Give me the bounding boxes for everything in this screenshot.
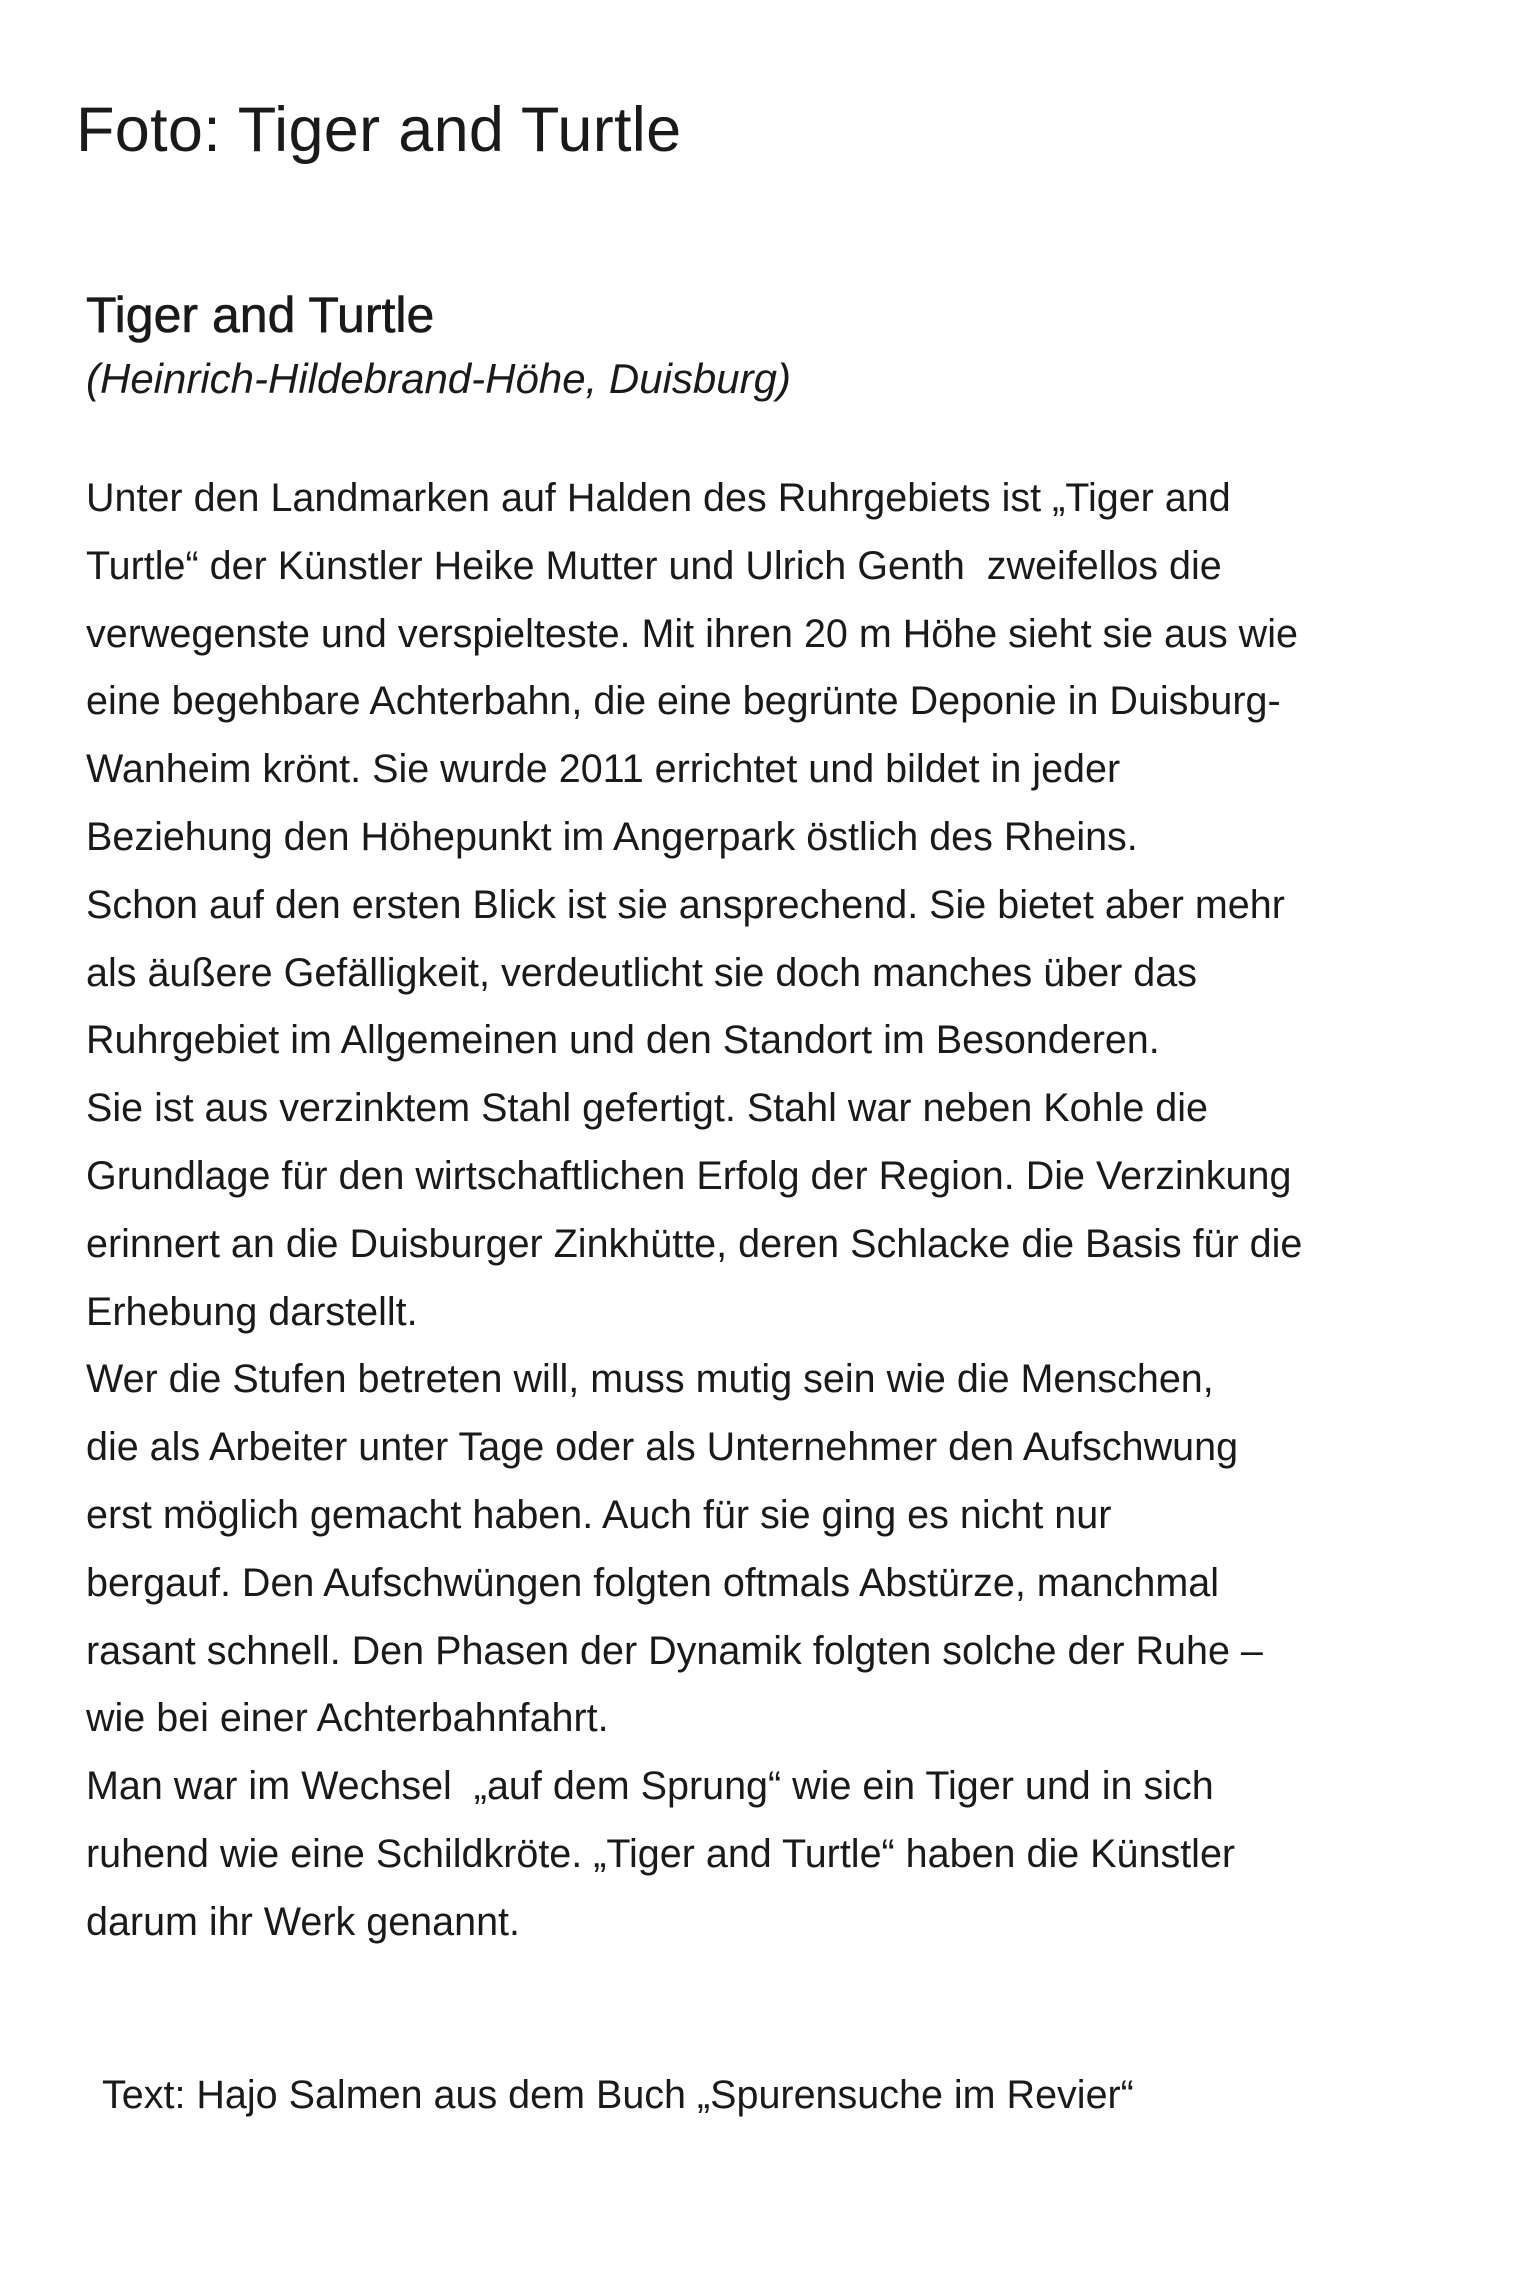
body-line: als äußere Gefälligkeit, verdeutlicht sie doch manches über das: [86, 950, 1197, 995]
body-line: Wer die Stufen betreten will, muss mutig sein wie die Menschen,: [86, 1357, 1214, 1402]
body-line: Schon auf den ersten Blick ist sie ansprechend. Sie bietet aber mehr: [86, 882, 1285, 927]
article-subtitle: (Heinrich-Hildebrand-Höhe, Duisburg): [86, 355, 791, 402]
article-body: [86, 465, 1466, 1957]
body-line: Beziehung den Höhepunkt im Angerpark östlich des Rheins.: [86, 814, 1138, 859]
body-line: erst möglich gemacht haben. Auch für sie ging es nicht nur: [86, 1492, 1112, 1537]
body-line: rasant schnell. Den Phasen der Dynamik folgten solche der Ruhe –: [86, 1628, 1263, 1673]
body-line: verwegenste und verspielteste. Mit ihren 20 m Höhe sieht sie aus wie: [86, 611, 1298, 656]
body-line: eine begehbare Achterbahn, die eine begrünte Deponie in Duisburg-: [86, 679, 1281, 724]
text-credit: Text: Hajo Salmen aus dem Buch „Spurensuche im Revier“: [102, 2073, 1134, 2117]
body-line: Wanheim krönt. Sie wurde 2011 errichtet und bildet in jeder: [86, 747, 1121, 792]
body-line: Ruhrgebiet im Allgemeinen und den Standort im Besonderen.: [86, 1018, 1160, 1063]
body-line: bergauf. Den Aufschwüngen folgten oftmals Abstürze, manchmal: [86, 1560, 1219, 1605]
body-line: ruhend wie eine Schildkröte. „Tiger and Turtle“ haben die Künstler: [86, 1831, 1236, 1876]
body-line: Sie ist aus verzinktem Stahl gefertigt. Stahl war neben Kohle die: [86, 1086, 1208, 1131]
body-line: die als Arbeiter unter Tage oder als Unternehmer den Aufschwung: [86, 1425, 1239, 1470]
body-line: erinnert an die Duisburger Zinkhütte, deren Schlacke die Basis für die: [86, 1221, 1303, 1266]
body-line: Turtle“ der Künstler Heike Mutter und Ulrich Genth zweifellos die: [86, 543, 1222, 588]
body-line: Man war im Wechsel „auf dem Sprung“ wie ein Tiger und in sich: [86, 1764, 1214, 1809]
body-line: Grundlage für den wirtschaftlichen Erfolg der Region. Die Verzinkung: [86, 1153, 1292, 1198]
body-line: wie bei einer Achterbahnfahrt.: [86, 1696, 609, 1741]
photo-credit: Foto: Tiger and Turtle: [76, 95, 682, 165]
body-line: darum ihr Werk genannt.: [86, 1899, 520, 1944]
body-line: Erhebung darstellt.: [86, 1289, 418, 1334]
body-line: Unter den Landmarken auf Halden des Ruhrgebiets ist „Tiger and: [86, 476, 1231, 520]
article-title: Tiger and Turtle: [86, 287, 435, 343]
